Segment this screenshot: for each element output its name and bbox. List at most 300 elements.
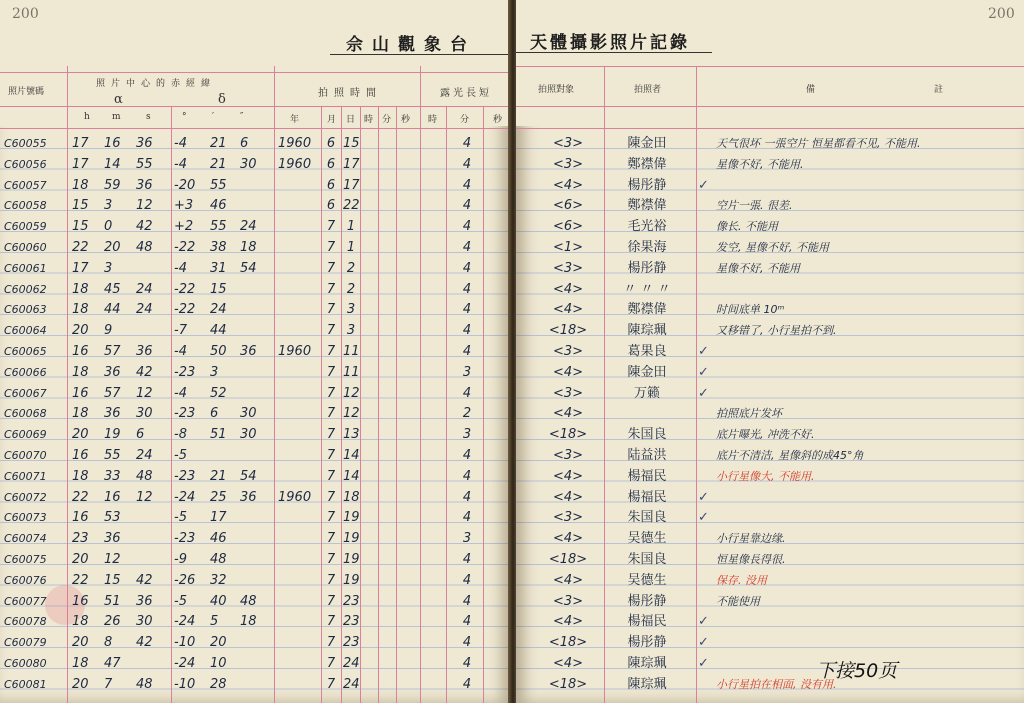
left-row-am: 12	[104, 552, 121, 567]
left-row-ah: 16	[72, 593, 89, 609]
left-row-ah: 18	[72, 614, 89, 630]
left-row-dm: 46	[210, 531, 227, 547]
left-row-month: 7	[326, 531, 336, 547]
left-row-dm: 31	[210, 260, 227, 276]
right-row-remark: 时间底单 10ᵐ	[716, 303, 785, 317]
left-row-ah: 17	[72, 156, 89, 172]
left-row-as	[136, 259, 162, 279]
left-row-exp: 3	[462, 427, 472, 443]
left-row-am: 33	[104, 468, 121, 484]
left-row-exp: 4	[462, 552, 472, 567]
right-row-remark: 又移错了, 小行星拍不到.	[716, 324, 837, 338]
left-row-plate: C60071	[4, 469, 47, 483]
right-row-observer	[612, 404, 682, 424]
left-row-as: 48	[136, 468, 153, 484]
left-row-as: 12	[136, 198, 153, 214]
right-row-observer: 朱国良	[627, 510, 667, 526]
left-row-ds	[240, 196, 270, 216]
left-row-dd: -9	[174, 552, 187, 567]
right-row-check-icon	[698, 550, 712, 570]
left-row-dd: +2	[174, 219, 194, 235]
right-row-target: <18>	[548, 635, 588, 651]
left-row-exp: 4	[462, 572, 472, 588]
right-row-remark	[716, 633, 1016, 653]
unit-deg: °	[182, 112, 187, 122]
left-row-exp: 4	[462, 219, 472, 235]
left-row-ah: 16	[72, 510, 89, 526]
left-row-dd: -5	[174, 448, 187, 463]
left-row-year	[278, 508, 316, 528]
left-row-exp: 4	[462, 656, 472, 671]
left-row-as: 36	[136, 177, 153, 193]
left-row-am: 15	[104, 572, 121, 588]
right-row-check-icon: ✓	[698, 177, 709, 193]
header-remarks-1: 備	[806, 85, 816, 95]
left-row-ds	[240, 571, 270, 591]
left-row-month: 7	[326, 676, 336, 692]
left-row-day: 13	[343, 427, 360, 443]
left-row-day: 19	[343, 531, 360, 547]
left-row-plate: C60057	[4, 178, 47, 192]
left-row-plate: C60076	[4, 573, 47, 587]
header-target: 拍照對象	[538, 85, 575, 95]
left-row-day: 23	[343, 593, 360, 609]
right-row-observer: 万籁	[633, 385, 660, 401]
left-row-as: 12	[136, 385, 153, 401]
left-row-as: 36	[136, 344, 153, 359]
right-row-check-icon	[698, 675, 712, 695]
left-row-exp: 4	[462, 302, 472, 318]
left-row-dd: -4	[174, 385, 187, 401]
left-row-am: 9	[104, 323, 113, 339]
left-row-dd: -4	[174, 136, 187, 151]
left-row-dd: +3	[174, 198, 194, 214]
left-row-month: 7	[326, 489, 336, 505]
left-row-dm: 44	[210, 323, 227, 339]
left-row-year: 1960	[278, 136, 312, 151]
left-row-year	[278, 363, 316, 383]
left-row-ah: 20	[72, 635, 89, 651]
left-row-year	[278, 612, 316, 632]
left-row-day: 18	[343, 489, 360, 505]
left-row-year	[278, 404, 316, 424]
unit-month: 月	[327, 115, 337, 125]
right-row-target: <4>	[552, 364, 584, 380]
left-row-ds: 36	[240, 344, 257, 359]
unit-day: 日	[346, 115, 356, 125]
left-row-month: 7	[326, 427, 336, 443]
left-row-as: 36	[136, 593, 153, 609]
right-row-remark	[716, 508, 1016, 528]
left-row-plate: C60073	[4, 511, 47, 525]
right-page-number: 200	[988, 6, 1015, 22]
right-row-observer: 〃 〃 〃	[623, 281, 671, 297]
right-page-title: 天體攝影照片記錄	[530, 33, 690, 53]
left-row-day: 2	[346, 281, 356, 297]
unit-year: 年	[290, 115, 300, 125]
left-row-am: 36	[104, 406, 121, 422]
left-row-ds: 48	[240, 593, 257, 609]
left-row-dd: -4	[174, 156, 187, 172]
left-row-day: 3	[346, 302, 356, 318]
left-row-month: 7	[326, 552, 336, 567]
right-row-observer: 楊彤静	[627, 260, 667, 276]
left-row-as	[136, 529, 162, 549]
left-row-exp: 4	[462, 510, 472, 526]
right-row-remark: 发空, 星像不好, 不能用	[716, 241, 829, 254]
left-row-dd: -23	[174, 364, 196, 380]
right-row-target: <4>	[552, 406, 584, 422]
right-row-remark: 小行星靠边缘.	[716, 532, 786, 546]
right-row-target: <3>	[552, 260, 584, 276]
left-row-ah: 16	[72, 344, 89, 359]
left-row-dm: 55	[210, 177, 227, 193]
left-row-dm: 25	[210, 489, 227, 505]
left-row-dd: -22	[174, 302, 196, 318]
left-row-exp: 4	[462, 385, 472, 401]
left-row-ds: 30	[240, 406, 257, 422]
right-row-check-icon	[698, 446, 712, 466]
right-row-observer: 陳琮珮	[627, 323, 667, 339]
right-row-target: <4>	[552, 177, 584, 193]
left-row-as	[136, 508, 162, 528]
left-row-dm: 17	[210, 510, 227, 526]
left-row-plate: C60062	[4, 282, 47, 296]
left-row-dm: 6	[210, 406, 219, 422]
right-row-check-icon: ✓	[698, 614, 709, 630]
left-row-exp: 4	[462, 344, 472, 359]
left-row-plate: C60060	[4, 241, 47, 254]
right-row-observer: 鄭襟偉	[627, 156, 667, 172]
left-row-as: 55	[136, 156, 153, 172]
left-row-exp: 4	[462, 198, 472, 214]
right-row-check-icon	[698, 196, 712, 216]
right-row-target: <4>	[552, 302, 584, 318]
left-row-day: 23	[343, 614, 360, 630]
left-row-month: 7	[326, 614, 336, 630]
right-row-remark	[716, 612, 1016, 632]
right-row-target: <6>	[552, 219, 584, 235]
left-row-am: 55	[104, 448, 121, 463]
right-row-target: <3>	[552, 136, 584, 151]
right-row-remark	[716, 342, 1016, 362]
left-row-plate: C60078	[4, 615, 47, 629]
left-row-ah: 18	[72, 364, 89, 380]
left-row-as: 42	[136, 364, 153, 380]
left-row-ah: 18	[72, 468, 89, 484]
left-row-as: 42	[136, 572, 153, 588]
left-row-dd: -26	[174, 572, 196, 588]
right-row-observer: 楊彤静	[627, 593, 667, 609]
right-row-target: <18>	[548, 323, 588, 339]
left-row-ds	[240, 384, 270, 404]
left-row-year	[278, 321, 316, 341]
left-row-year	[278, 675, 316, 695]
left-row-ah: 18	[72, 281, 89, 297]
left-row-month: 7	[326, 281, 336, 297]
right-row-remark	[716, 488, 1016, 508]
left-row-am: 57	[104, 344, 121, 359]
right-row-check-icon	[698, 404, 712, 424]
left-row-exp: 4	[462, 614, 472, 630]
right-row-remark: 小行星像大, 不能用.	[716, 469, 815, 483]
left-row-month: 7	[326, 406, 336, 422]
right-row-observer: 毛光裕	[627, 219, 667, 235]
left-row-month: 7	[326, 302, 336, 318]
left-row-exp: 4	[462, 489, 472, 505]
unit-arcsec: ″	[240, 112, 244, 122]
left-row-day: 11	[343, 364, 360, 380]
left-row-dm: 5	[210, 614, 219, 630]
right-row-observer: 楊彤静	[627, 635, 667, 651]
left-row-year	[278, 550, 316, 570]
header-plate-no: 照片號碼	[8, 87, 45, 97]
right-row-observer: 陳金田	[627, 136, 667, 151]
left-row-am: 53	[104, 510, 121, 526]
left-row-exp: 4	[462, 136, 472, 151]
left-row-ah: 18	[72, 406, 89, 422]
unit-exp-minute: 分	[460, 115, 470, 125]
left-row-ah: 20	[72, 323, 89, 339]
right-row-remark: 保存. 没用	[716, 573, 767, 587]
left-row-plate: C60068	[4, 407, 47, 421]
left-row-ds: 18	[240, 240, 257, 255]
left-row-ah: 17	[72, 260, 89, 276]
left-row-ah: 15	[72, 219, 89, 235]
right-row-remark	[716, 363, 1016, 383]
left-row-exp: 4	[462, 240, 472, 255]
right-row-target: <18>	[548, 552, 588, 567]
right-row-remark: 星像不好, 不能用	[716, 261, 800, 275]
left-row-ds	[240, 300, 270, 320]
left-row-ah: 16	[72, 448, 89, 463]
right-row-remark	[716, 176, 1016, 196]
left-row-month: 7	[326, 510, 336, 526]
header-time-taken: 拍照時間	[318, 88, 382, 99]
right-row-check-icon	[698, 592, 712, 612]
right-row-observer: 楊福民	[627, 468, 667, 484]
left-row-as: 42	[136, 219, 153, 235]
right-row-target: <4>	[552, 656, 584, 671]
left-row-month: 7	[326, 448, 336, 463]
right-row-observer: 陆益洪	[627, 448, 667, 463]
left-row-day: 3	[346, 323, 356, 339]
left-row-day: 2	[346, 260, 356, 276]
right-row-check-icon: ✓	[698, 656, 709, 671]
header-alpha: α	[114, 92, 123, 107]
left-row-am: 59	[104, 177, 121, 193]
left-row-dm: 52	[210, 385, 227, 401]
unit-minute: 分	[382, 115, 392, 125]
left-row-day: 11	[343, 344, 360, 359]
left-row-year	[278, 571, 316, 591]
right-row-target: <3>	[552, 593, 584, 609]
right-row-remark: 不能使用	[716, 594, 760, 608]
right-row-target: <3>	[552, 156, 584, 172]
left-row-as: 30	[136, 406, 153, 422]
left-row-as: 42	[136, 635, 153, 651]
left-row-dm: 28	[210, 676, 227, 692]
left-row-day: 1	[346, 240, 356, 255]
left-row-ds	[240, 321, 270, 341]
left-row-am: 8	[104, 635, 113, 651]
left-row-dd: -20	[174, 177, 196, 193]
left-row-dd: -23	[174, 406, 196, 422]
header-observer: 拍照者	[634, 85, 662, 95]
left-row-am: 26	[104, 614, 121, 630]
left-row-ah: 22	[72, 572, 89, 588]
right-row-target: <3>	[552, 510, 584, 526]
right-row-check-icon: ✓	[698, 385, 709, 401]
left-row-year	[278, 238, 316, 258]
left-row-ds: 6	[240, 136, 249, 151]
left-row-dm: 38	[210, 240, 227, 255]
left-row-day: 19	[343, 552, 360, 567]
left-row-ds	[240, 363, 270, 383]
left-row-ds: 54	[240, 468, 257, 484]
right-row-target: <3>	[552, 385, 584, 401]
left-row-plate: C60064	[4, 324, 47, 338]
left-row-ah: 18	[72, 656, 89, 671]
left-row-year: 1960	[278, 489, 312, 505]
left-row-day: 12	[343, 385, 360, 401]
left-row-am: 16	[104, 136, 121, 151]
unit-hour: 時	[364, 115, 374, 125]
right-row-check-icon: ✓	[698, 489, 709, 505]
left-row-day: 15	[343, 136, 360, 151]
right-row-remark: 底片不清洁, 星像斜的成45°角	[716, 449, 864, 462]
left-row-dd: -24	[174, 614, 196, 630]
right-row-target: <4>	[552, 468, 584, 484]
right-row-target: <3>	[552, 344, 584, 359]
left-row-dm: 21	[210, 468, 227, 484]
right-row-observer: 陳琮珮	[627, 656, 667, 671]
right-row-observer: 楊彤静	[627, 177, 667, 193]
left-row-month: 7	[326, 260, 336, 276]
left-row-exp: 3	[462, 531, 472, 547]
left-row-dm: 51	[210, 427, 227, 443]
right-row-check-icon	[698, 529, 712, 549]
left-row-exp: 4	[462, 281, 472, 297]
header-plate-center: 照片中心的赤經緯	[96, 79, 217, 89]
left-row-am: 19	[104, 427, 121, 443]
left-row-ah: 18	[72, 302, 89, 318]
right-row-observer: 鄭襟偉	[627, 198, 667, 214]
left-row-month: 7	[326, 219, 336, 235]
left-row-as: 24	[136, 281, 153, 297]
right-row-target: <18>	[548, 427, 588, 443]
left-row-year	[278, 633, 316, 653]
right-row-observer: 吴德生	[627, 572, 667, 588]
left-row-dd: -24	[174, 656, 196, 671]
left-row-day: 22	[343, 198, 360, 214]
right-row-target: <1>	[552, 240, 584, 255]
left-row-month: 7	[326, 240, 336, 255]
right-row-target: <4>	[552, 614, 584, 630]
right-row-check-icon	[698, 467, 712, 487]
right-row-remark: 天气很坏 一張空片 恒星都看不见, 不能用.	[716, 137, 921, 150]
left-row-plate: C60081	[4, 677, 47, 691]
left-row-dd: -23	[174, 531, 196, 547]
left-row-year	[278, 176, 316, 196]
right-row-check-icon	[698, 300, 712, 320]
unit-arcmin: ′	[212, 112, 215, 122]
header-exposure: 露光長短	[440, 88, 492, 99]
header-delta: δ	[218, 92, 226, 107]
left-row-plate: C60056	[4, 157, 47, 171]
left-row-ds	[240, 280, 270, 300]
left-row-ds: 18	[240, 614, 257, 630]
left-row-dd: -22	[174, 281, 196, 297]
right-row-target: <4>	[552, 531, 584, 547]
left-row-ds: 36	[240, 489, 257, 505]
left-row-ah: 15	[72, 198, 89, 214]
left-row-ds	[240, 550, 270, 570]
left-row-ds	[240, 508, 270, 528]
left-row-exp: 3	[462, 364, 472, 380]
left-row-ds: 24	[240, 219, 257, 235]
right-row-target: <18>	[548, 676, 588, 692]
right-row-remark: 星像不好, 不能用.	[716, 157, 804, 171]
left-row-dd: -23	[174, 468, 196, 484]
left-row-ds: 30	[240, 427, 257, 443]
left-row-exp: 4	[462, 468, 472, 484]
left-row-year	[278, 300, 316, 320]
left-row-exp: 4	[462, 676, 472, 692]
left-row-dd: -5	[174, 510, 187, 526]
left-row-as: 6	[136, 427, 145, 443]
left-page	[0, 0, 510, 703]
right-row-check-icon	[698, 217, 712, 237]
left-row-ds	[240, 176, 270, 196]
left-row-ah: 17	[72, 136, 89, 151]
right-row-remark: 小行星拍在相面, 没有用.	[716, 677, 837, 691]
left-row-dd: -7	[174, 323, 187, 339]
left-row-dd: -22	[174, 240, 196, 255]
left-row-exp: 4	[462, 260, 472, 276]
right-row-target: <4>	[552, 572, 584, 588]
left-row-dm: 10	[210, 656, 227, 671]
left-row-ah: 20	[72, 552, 89, 567]
left-row-ah: 22	[72, 489, 89, 505]
left-row-ah: 20	[72, 676, 89, 692]
left-row-dm: 55	[210, 219, 227, 235]
left-row-year	[278, 529, 316, 549]
left-row-am: 51	[104, 593, 121, 609]
left-row-am: 3	[104, 198, 113, 214]
left-row-month: 7	[326, 385, 336, 401]
right-row-check-icon	[698, 134, 712, 154]
left-row-year: 1960	[278, 156, 312, 172]
left-row-month: 7	[326, 656, 336, 671]
left-row-plate: C60070	[4, 449, 47, 462]
right-row-check-icon: ✓	[698, 344, 709, 359]
left-row-month: 6	[326, 177, 336, 193]
left-row-year	[278, 446, 316, 466]
left-row-am: 0	[104, 219, 113, 235]
right-row-remark: 底片曝光, 冲洗不好.	[716, 428, 815, 442]
left-row-as	[136, 321, 162, 341]
unit-exp-hour: 時	[428, 115, 438, 125]
right-row-observer: 徐果海	[627, 240, 667, 255]
left-row-plate: C60072	[4, 490, 47, 504]
left-row-am: 36	[104, 364, 121, 380]
right-row-observer: 葛果良	[627, 344, 667, 359]
right-row-observer: 楊福民	[627, 489, 667, 505]
left-row-am: 16	[104, 489, 121, 505]
left-row-dd: -10	[174, 676, 196, 692]
left-row-day: 24	[343, 676, 360, 692]
